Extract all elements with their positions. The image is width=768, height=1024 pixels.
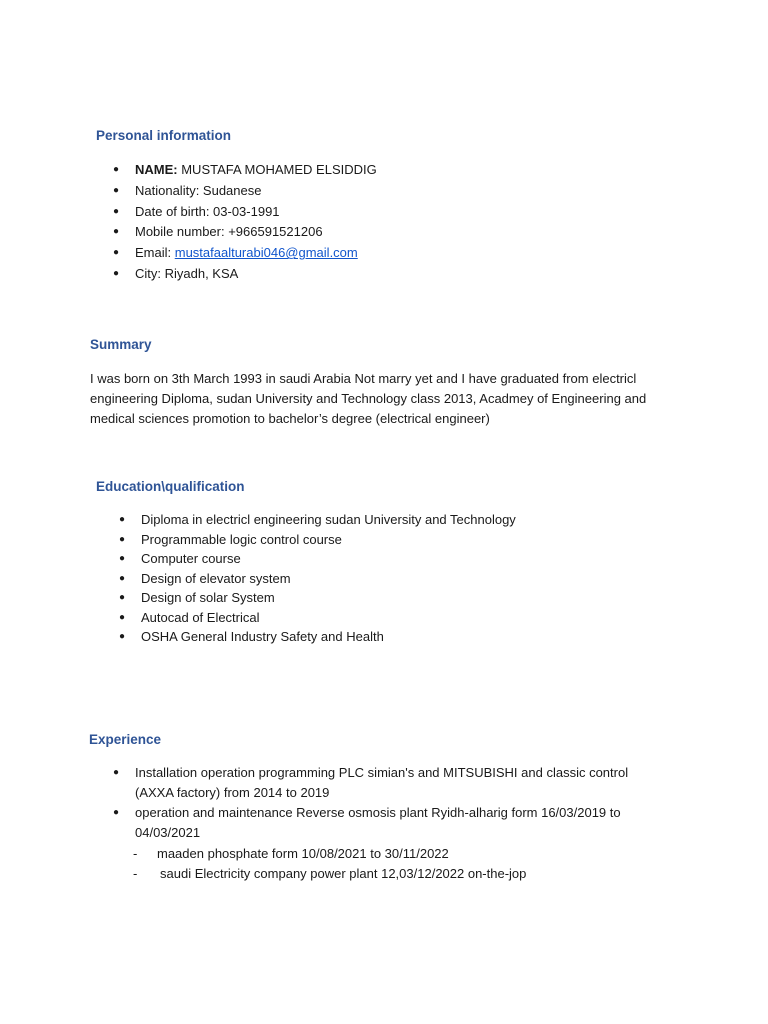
list-item-text: operation and maintenance Reverse osmosis plant Ryidh-alharig form 16/03/2019 to 04/03/2021 — [135, 805, 621, 840]
list-item: ● City: Riyadh, KSA — [113, 264, 673, 285]
name-label: NAME: — [135, 162, 178, 177]
email-link[interactable]: mustafaalturabi046@gmail.com — [174, 245, 358, 261]
list-item — [113, 803, 653, 843]
email-label: Email: — [135, 245, 175, 261]
name-value: MUSTAFA MOHAMED ELSIDDIG — [177, 162, 377, 177]
education-list — [119, 510, 679, 647]
education-heading: Education\qualification — [96, 479, 245, 494]
personal-info-heading: Personal information — [96, 128, 232, 143]
personal-info-list — [113, 160, 673, 285]
list-item — [113, 243, 673, 264]
list-item: - maaden phosphate form 10/08/2021 to 30/11/2022 — [133, 844, 673, 864]
list-item: ● Diploma in electricl engineering sudan University and Technology — [119, 510, 679, 530]
experience-sublist — [133, 844, 673, 884]
list-item: - saudi Electricity company power plant 12,03/12/2022 on-the-jop — [133, 864, 673, 884]
list-item: ● OSHA General Industry Safety and Health — [119, 627, 679, 647]
list-item: ● Design of solar System — [119, 588, 679, 608]
list-item — [113, 160, 673, 181]
list-item: ● Computer course — [119, 549, 679, 569]
list-item: ● Programmable logic control course — [119, 530, 679, 550]
summary-text: I was born on 3th March 1993 in saudi Arabia Not marry yet and I have graduated from electricl engineering Diploma, sudan University and Technology class 2013, Acadmey of Engineering and medical sciences promotion to bachelor’s degree (electrical engineer) — [90, 371, 647, 426]
summary-heading: Summary — [90, 337, 152, 352]
list-item: ● Design of elevator system — [119, 569, 679, 589]
experience-heading: Experience — [89, 732, 162, 747]
experience-list — [113, 763, 653, 843]
list-item: ● Installation operation programming PLC simian's and MITSUBISHI and classic control (AXXA factory) from 2014 to 2019 — [113, 763, 653, 803]
list-item: ● Autocad of Electrical — [119, 608, 679, 628]
list-item: ● Mobile number: +966591521206 — [113, 222, 673, 243]
list-item: ● Date of birth: 03-03-1991 — [113, 202, 673, 223]
list-item: ● Nationality: Sudanese — [113, 181, 673, 202]
